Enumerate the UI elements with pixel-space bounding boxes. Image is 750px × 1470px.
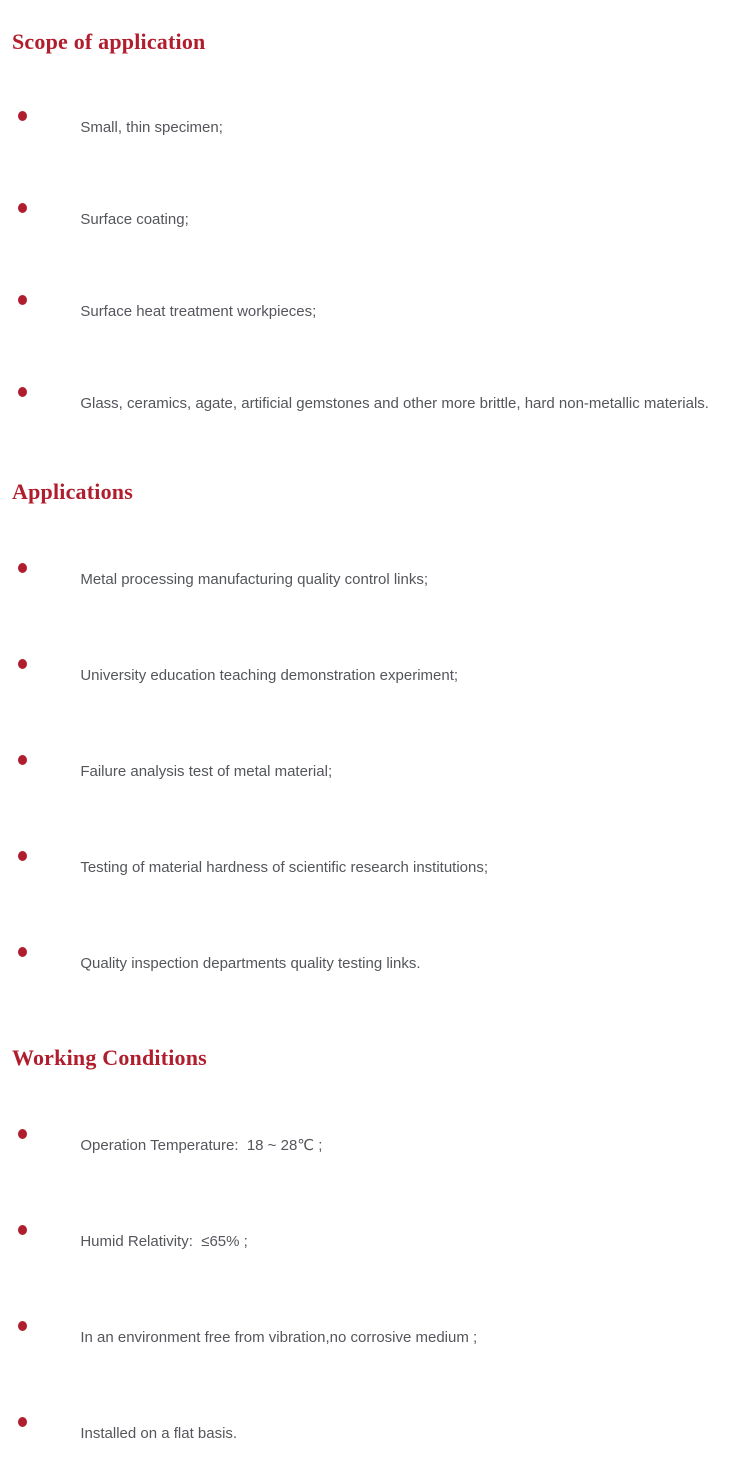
list-item-text: Surface heat treatment workpieces; bbox=[80, 303, 317, 320]
list-item-text: Surface coating; bbox=[80, 211, 189, 228]
list-item bbox=[0, 254, 750, 346]
section-applications bbox=[0, 478, 750, 1000]
section-working-conditions bbox=[0, 1044, 750, 1470]
applications-bullet-list bbox=[0, 520, 750, 1000]
list-item bbox=[0, 1278, 750, 1374]
bullet-icon bbox=[18, 563, 27, 573]
list-item-text: Installed on a flat basis. bbox=[80, 1425, 238, 1442]
list-item bbox=[0, 1374, 750, 1470]
list-item bbox=[0, 1182, 750, 1278]
bullet-icon bbox=[18, 295, 27, 305]
list-item-text: Humid Relativity: ≤65% ; bbox=[80, 1233, 248, 1250]
list-item bbox=[0, 904, 750, 1000]
section-title-working-conditions: Working Conditions bbox=[12, 1045, 207, 1070]
list-item bbox=[0, 520, 750, 616]
section-title-applications: Applications bbox=[12, 479, 133, 504]
scope-bullet-list bbox=[0, 70, 750, 438]
bullet-icon bbox=[18, 1225, 27, 1235]
list-item bbox=[0, 162, 750, 254]
bullet-icon bbox=[18, 203, 27, 213]
list-item bbox=[0, 616, 750, 712]
list-item-text: Glass, ceramics, agate, artificial gemstones and other more brittle, hard non-metallic materials. bbox=[80, 395, 709, 412]
bullet-icon bbox=[18, 111, 27, 121]
list-item bbox=[0, 70, 750, 162]
list-item-text: Quality inspection departments quality testing links. bbox=[80, 955, 421, 972]
list-item bbox=[0, 808, 750, 904]
list-item-text: In an environment free from vibration,no corrosive medium ; bbox=[80, 1329, 478, 1346]
section-title-scope-of-application: Scope of application bbox=[12, 29, 206, 54]
list-item-text: University education teaching demonstration experiment; bbox=[80, 667, 459, 684]
bullet-icon bbox=[18, 851, 27, 861]
list-item bbox=[0, 712, 750, 808]
list-item bbox=[0, 346, 750, 438]
list-item bbox=[0, 1086, 750, 1182]
document-page bbox=[0, 28, 750, 1442]
bullet-icon bbox=[18, 1129, 27, 1139]
bullet-icon bbox=[18, 1321, 27, 1331]
working-conditions-bullet-list bbox=[0, 1086, 750, 1470]
list-item-text: Small, thin specimen; bbox=[80, 119, 223, 136]
bullet-icon bbox=[18, 1417, 27, 1427]
bullet-icon bbox=[18, 755, 27, 765]
section-scope-of-application bbox=[0, 28, 750, 438]
list-item-text: Metal processing manufacturing quality control links; bbox=[80, 571, 429, 588]
list-item-text: Operation Temperature: 18 ~ 28℃ ; bbox=[80, 1137, 323, 1154]
list-item-text: Failure analysis test of metal material; bbox=[80, 763, 333, 780]
bullet-icon bbox=[18, 659, 27, 669]
bullet-icon bbox=[18, 947, 27, 957]
list-item-text: Testing of material hardness of scientific research institutions; bbox=[80, 859, 489, 876]
bullet-icon bbox=[18, 387, 27, 397]
